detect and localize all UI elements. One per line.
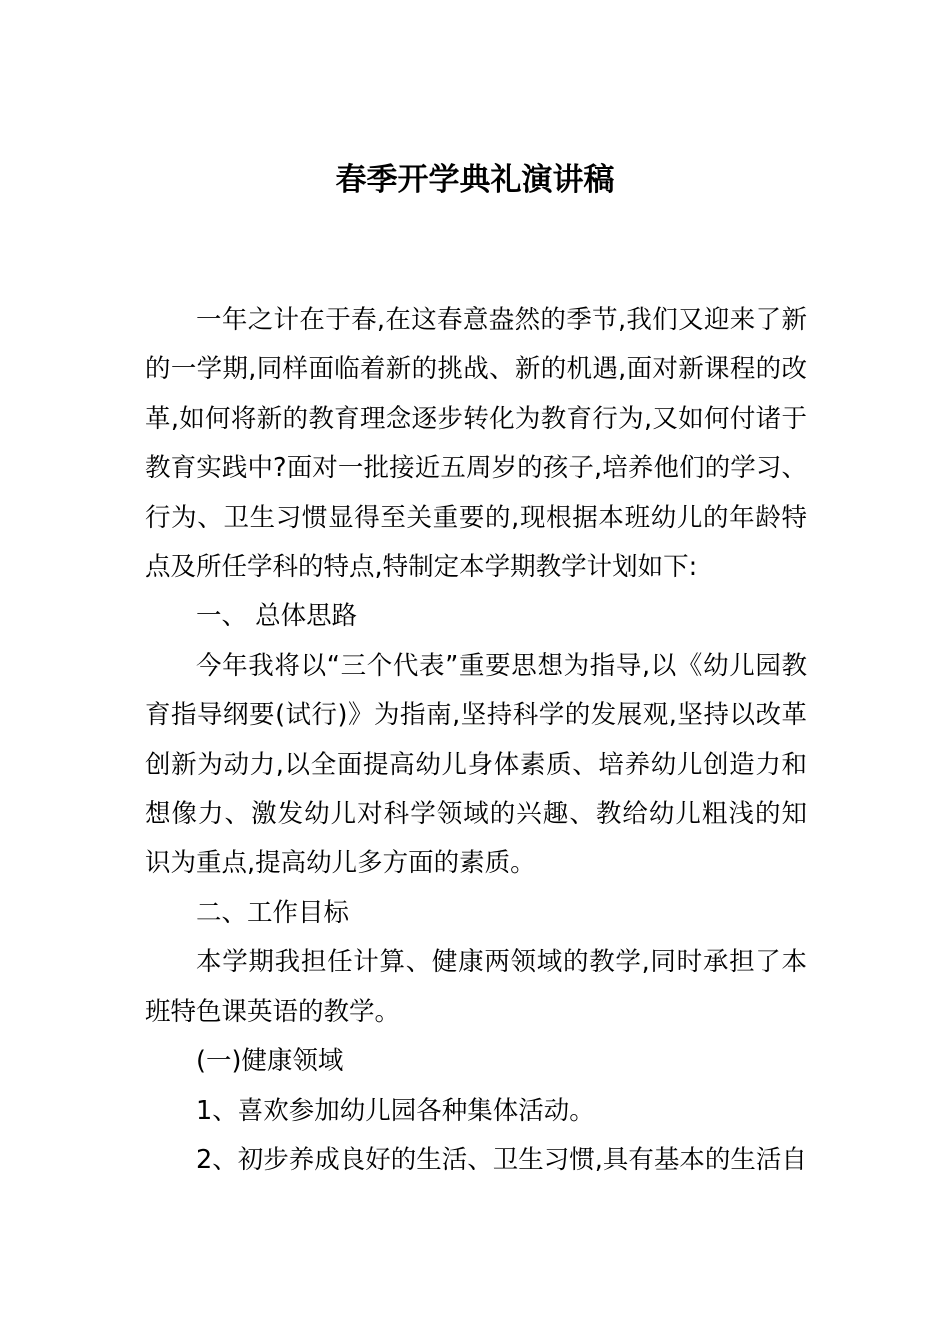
list-item-1: 1、喜欢参加幼儿园各种集体活动。: [196, 1095, 595, 1126]
list-item-2: 2、初步养成良好的生活、卫生习惯,具有基本的生活自: [196, 1144, 807, 1175]
heading-work-goals: 二、工作目标: [196, 897, 350, 928]
paragraph-goals: 本学期我担任计算、健康两领域的教学,同时承担了本班特色课英语的教学。: [145, 947, 807, 1027]
paragraph-intro: 一年之计在于春,在这春意盎然的季节,我们又迎来了新的一学期,同样面临着新的挑战、新的机遇,面对新课程的改革,如何将新的教育理念逐步转化为教育行为,又如何付诸于教育实践中?面对一批接近五周岁的孩子,培养他们的学习、行为、卫生习惯显得至关重要的,现根据本班幼儿的年龄特点及所任学科的特点,特制定本学期教学计划如下:: [145, 305, 807, 583]
document-body: [145, 296, 807, 1185]
document-title: 春季开学典礼演讲稿: [335, 162, 615, 198]
heading-overall-approach: 一、 总体思路: [196, 601, 358, 632]
subheading-health-domain: (一)健康领域: [196, 1046, 344, 1077]
paragraph-approach: 今年我将以“三个代表”重要思想为指导,以《幼儿园教育指导纲要(试行)》为指南,坚持科学的发展观,坚持以改革创新为动力,以全面提高幼儿身体素质、培养幼儿创造力和想像力、激发幼儿对科学领域的兴趣、教给幼儿粗浅的知识为重点,提高幼儿多方面的素质。: [145, 650, 807, 879]
